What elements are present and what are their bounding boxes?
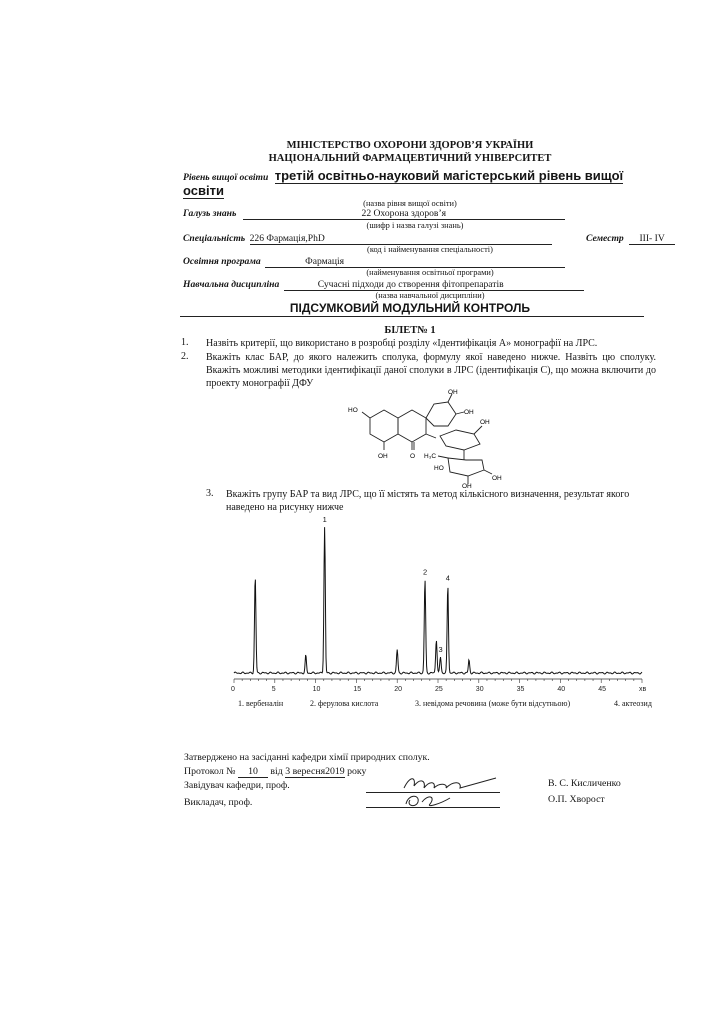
ring-b — [426, 402, 456, 426]
label-oh-bottom: OH — [378, 453, 388, 460]
protocol-line — [184, 766, 366, 778]
chromatogram-chart — [226, 515, 656, 715]
peak-label-3: 3 — [438, 644, 443, 654]
label-ho-left: HO — [348, 407, 358, 414]
protocol-number: 10 — [238, 766, 268, 778]
chromatogram-tick-labels — [231, 686, 647, 693]
x-tick-label: 30 — [475, 686, 484, 693]
rhamnose-ring — [448, 458, 484, 476]
program-value: Фармація — [265, 256, 565, 268]
branch-row — [183, 208, 565, 220]
ticket-number: БІЛЕТ№ 1 — [384, 325, 436, 336]
label-h3c: H₃C — [424, 453, 437, 460]
protocol-date: 3 вересня2019 — [285, 766, 345, 777]
discipline-label: Навчальна дисципліна — [183, 279, 280, 290]
level-value: третій освітньо-науковий магістерський рівень вищої — [274, 168, 624, 183]
specialty-value: 226 Фармація,PhD — [250, 233, 552, 245]
question-3-text: Вкажіть групу БАР та вид ЛРС, що її містять та метод кількісного визначення, результат якого наведено на рисунку нижче — [226, 489, 630, 513]
protocol-prefix: Протокол № — [184, 766, 236, 777]
protocol-suffix: року — [347, 766, 367, 777]
label-oh-top-1: OH — [448, 389, 458, 396]
discipline-caption: (назва навчальної дисципліни) — [375, 291, 485, 300]
x-tick-label: 0 — [231, 686, 235, 693]
program-caption: (найменування освітньої програми) — [366, 268, 494, 277]
university-heading: НАЦІОНАЛЬНИЙ ФАРМАЦЕВТИЧНИЙ УНІВЕРСИТЕТ — [268, 153, 552, 164]
semester-label: Семестр — [586, 233, 624, 244]
ring-c — [398, 410, 426, 442]
legend-item-1: 1. вербеналін — [238, 699, 284, 708]
chromatogram-axis — [234, 679, 642, 683]
question-2-number: 2. — [181, 351, 189, 362]
ministry-heading: МІНІСТЕРСТВО ОХОРОНИ ЗДОРОВ’Я УКРАЇНИ — [286, 140, 534, 151]
question-2-text: Вкажіть клас БАР, до якого належить сполука, формулу якої наведено нижче. Назвіть цю сполуку. Вкажіть можливі методики ідентифікації даної сполуки в ЛРС (ідентифікація С), що можна включити до проекту монографії ДФУ — [206, 352, 656, 389]
x-tick-label: 5 — [271, 686, 276, 693]
head-label: Завідувач кафедри, проф. — [184, 780, 290, 791]
x-tick-label: 40 — [557, 686, 566, 693]
level-caption: (назва рівня вищої освіти) — [363, 199, 457, 208]
label-oh-top-2: OH — [464, 409, 474, 416]
label-oh-sugar: OH — [480, 419, 490, 426]
x-tick-label: 25 — [435, 686, 443, 693]
lecturer-signature — [400, 790, 460, 810]
semester-row — [586, 233, 675, 245]
label-oh-rham-2: OH — [492, 475, 502, 482]
branch-caption: (шифр і назва галузі знань) — [366, 221, 464, 230]
level-row — [183, 168, 623, 183]
peak-label-1: 1 — [322, 515, 327, 524]
discipline-row — [183, 279, 584, 291]
head-name: В. С. Кисличенко — [548, 778, 621, 789]
x-tick-label: хв — [639, 686, 647, 693]
legend-item-2: 2. ферулова кислота — [310, 699, 379, 708]
x-tick-label: 20 — [394, 686, 402, 693]
legend-item-3: 3. невідома речовина (може бути відсутньою) — [415, 699, 571, 708]
lecturer-name: О.П. Хворост — [548, 794, 605, 805]
label-oh-rham-1: OH — [462, 483, 472, 488]
specialty-row — [183, 233, 552, 245]
semester-value: ІІІ- ІV — [629, 233, 675, 245]
x-tick-label: 15 — [353, 686, 362, 693]
x-tick-label: 10 — [312, 686, 321, 693]
ring-a — [370, 410, 398, 442]
branch-value: 22 Охорона здоров’я — [243, 208, 565, 220]
lecturer-label: Викладач, проф. — [184, 797, 253, 808]
chromatogram-peak-labels — [323, 515, 450, 654]
specialty-label: Спеціальність — [183, 233, 246, 244]
label-o-ketone: O — [410, 453, 416, 460]
discipline-value: Сучасні підходи до створення фітопрепаратів — [284, 279, 584, 291]
question-1-text: Назвіть критерії, що використано в розробці розділу «Ідентифікація А» монографії на ЛРС. — [206, 338, 598, 349]
branch-label: Галузь знань — [183, 208, 237, 219]
title-divider — [180, 316, 644, 317]
approved-text: Затверджено на засіданні кафедри хімії природних сполук. — [184, 752, 430, 763]
protocol-from: від — [270, 766, 283, 777]
level-value-continued: освіти — [183, 183, 224, 198]
peak-label-4: 4 — [445, 573, 450, 583]
program-row — [183, 256, 565, 268]
chemical-structure — [340, 388, 520, 488]
legend-item-4: 4. актеозид — [614, 699, 652, 708]
question-1-number: 1. — [181, 337, 189, 348]
label-ho-rham: HO — [434, 465, 444, 472]
specialty-caption: (код і найменування спеціальності) — [367, 245, 493, 254]
x-tick-label: 35 — [516, 686, 525, 693]
control-title: ПІДСУМКОВИЙ МОДУЛЬНИЙ КОНТРОЛЬ — [289, 301, 531, 315]
sugar-ring — [440, 430, 480, 450]
x-tick-label: 45 — [598, 686, 606, 693]
question-3-number: 3. — [206, 488, 214, 499]
level-label: Рівень вищої освіти — [183, 172, 269, 183]
program-label: Освітня програма — [183, 256, 261, 267]
peak-label-2: 2 — [422, 567, 428, 577]
